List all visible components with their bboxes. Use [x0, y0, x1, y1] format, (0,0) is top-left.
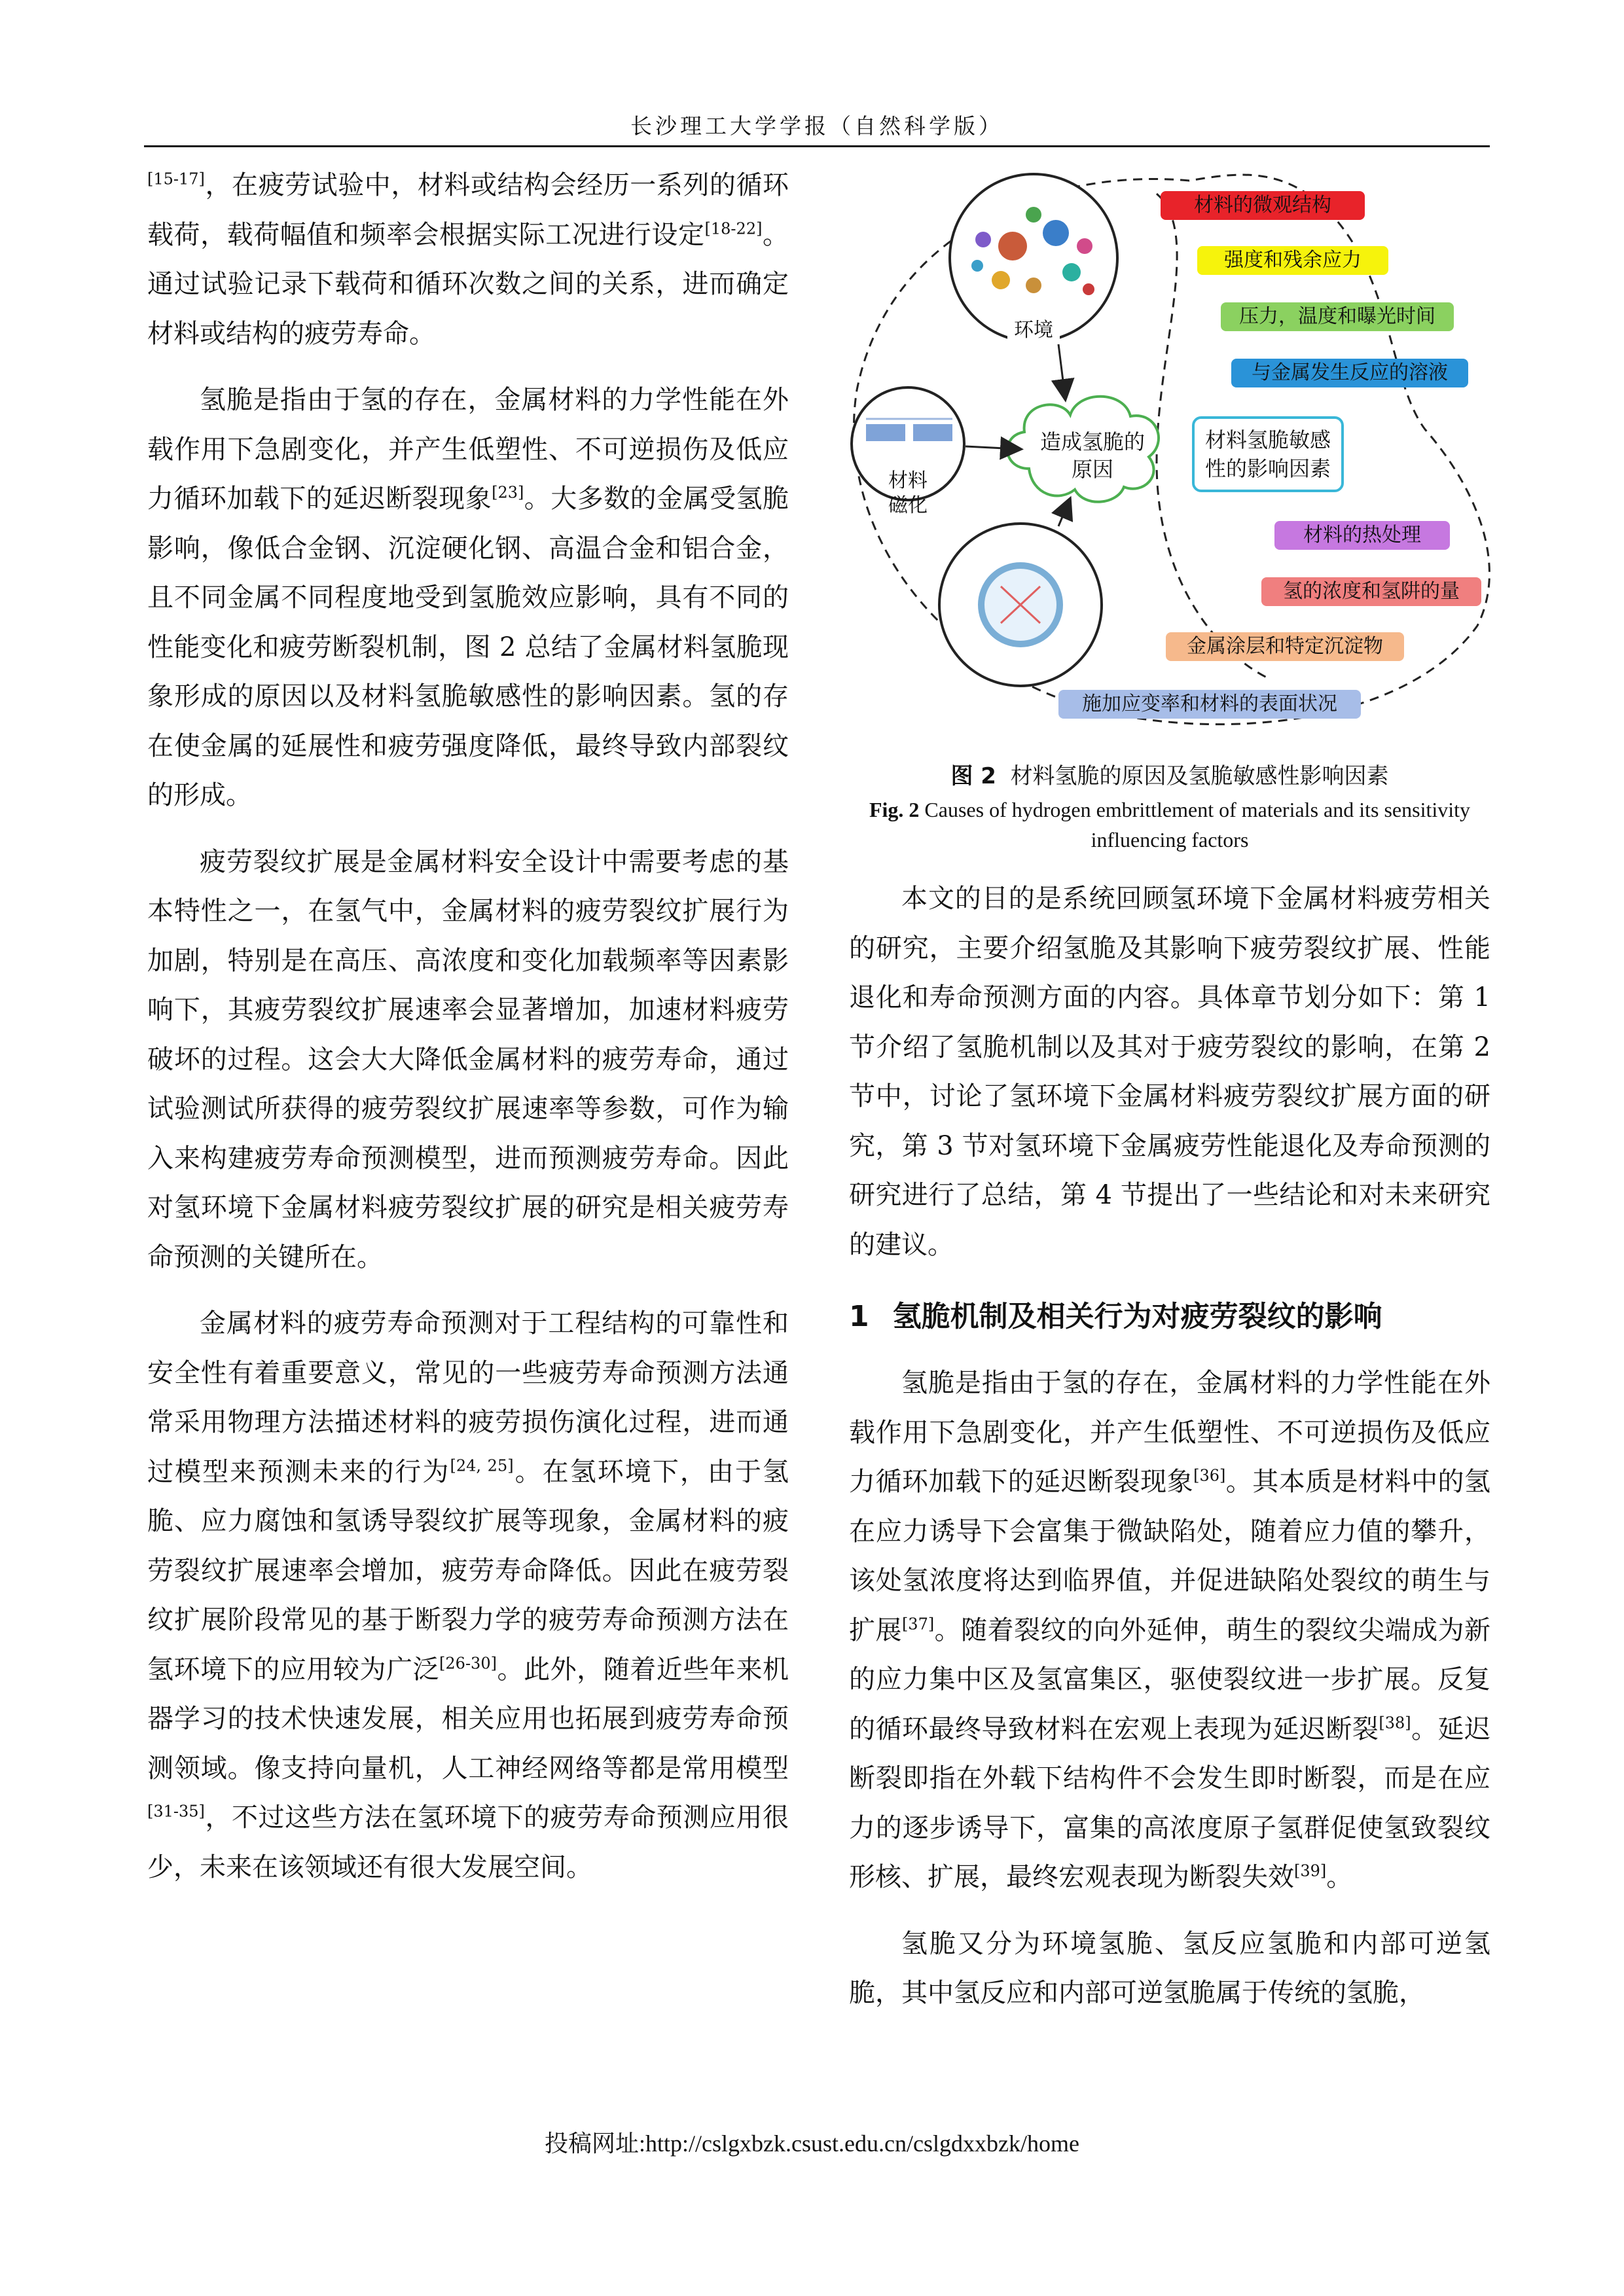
paragraph: 金属材料的疲劳寿命预测对于工程结构的可靠性和安全性有着重要意义，常见的一些疲劳寿命预测方法通常采用物理方法描述材料的疲劳损伤演化过程，进而通过模型来预测未来的行为[24, 25]。在氢环境下，由于氢脆、应力腐蚀和氢诱导裂纹扩展等现象，金属材料的疲劳裂纹扩展速率会增加，疲劳寿命降低。因此在疲劳裂纹扩展阶段常见的基于断裂力学的疲劳寿命预测方法在氢环境下的应用较为广泛[26-30]。此外，随着近些年来机器学习的技术快速发展，相关应用也拓展到疲劳寿命预测领域。像支持向量机，人工神经网络等都是常用模型[31-35]，不过这些方法在氢环境下的疲劳寿命预测应用很少，未来在该领域还有很大发展空间。: [147, 1308, 789, 1882]
magnetization-label: 材料 磁化: [888, 469, 928, 517]
journal-header: 长沙理工大学学报（自然科学版）: [630, 113, 1003, 139]
arrow-pressure: [1058, 501, 1069, 526]
citation: [26-30]: [439, 1654, 497, 1673]
paragraph: 本文的目的是系统回顾氢环境下金属材料疲劳相关的研究，主要介绍氢脆及其影响下疲劳裂纹扩展、性能退化和寿命预测方面的内容。具体章节划分如下：第 1 节介绍了氢脆机制以及其对于疲劳裂纹的影响，在第 2 节中，讨论了氢环境下金属材料疲劳裂纹扩展方面的研究，第 3 节对氢环境下金属疲劳性能退化及寿命预测的研究进行了总结，第 4 节提出了一些结论和对未来研究的建议。: [849, 884, 1490, 1260]
factor-solution: 与金属发生反应的溶液: [1231, 359, 1468, 387]
figure-caption-cn: 图 2 材料氢脆的原因及氢脆敏感性影响因素: [950, 763, 1389, 789]
sensitivity-box: 材料氢脆敏感 性的影响因素: [1192, 416, 1344, 492]
citation: [37]: [901, 1615, 935, 1634]
right-column: [849, 874, 1490, 2018]
figure-diagram: [849, 154, 1490, 757]
factor-hydrogen-concentration: 氢的浓度和氢阱的量: [1261, 577, 1481, 606]
paragraph: [15-17]，在疲劳试验中，材料或结构会经历一系列的循环载荷，载荷幅值和频率会根据实际工况进行设定[18-22]。通过试验记录下载荷和循环次数之间的关系，进而确定材料或结构的疲劳寿命。: [147, 170, 789, 349]
header-rule: [144, 145, 1490, 147]
figure-caption-en: Fig. 2 Causes of hydrogen embrittlement of materials and its sensitivity influencing factors: [869, 798, 1471, 852]
pressure-circle: [939, 524, 1102, 686]
section-heading: 1 氢脆机制及相关行为对疲劳裂纹的影响: [849, 1300, 1382, 1333]
paragraph: 疲劳裂纹扩展是金属材料安全设计中需要考虑的基本特性之一，在氢气中，金属材料的疲劳裂纹扩展行为加剧，特别是在高压、高浓度和变化加载频率等因素影响下，其疲劳裂纹扩展速率会显著增加，加速材料疲劳破坏的过程。这会大大降低金属材料的疲劳寿命，通过试验测试所获得的疲劳裂纹扩展速率等参数，可作为输入来构建疲劳寿命预测模型，进而预测疲劳寿命。因此对氢环境下金属材料疲劳裂纹扩展的研究是相关疲劳寿命预测的关键所在。: [147, 846, 789, 1272]
citation: [36]: [1193, 1466, 1226, 1485]
paragraph: 氢脆又分为环境氢脆、氢反应氢脆和内部可逆氢脆，其中氢反应和内部可逆氢脆属于传统的氢脆，: [849, 1928, 1490, 2008]
citation: [15-17]: [147, 170, 205, 188]
citation: [24, 25]: [450, 1456, 514, 1475]
citation: [39]: [1294, 1861, 1327, 1880]
figure-2: [849, 154, 1490, 757]
citation: [38]: [1379, 1713, 1411, 1732]
environment-circle: [950, 174, 1117, 342]
citation: [31-35]: [147, 1802, 205, 1821]
citation: [23]: [492, 483, 524, 502]
factor-coating: 金属涂层和特定沉淀物: [1166, 632, 1404, 661]
left-column: [147, 161, 789, 1892]
citation: [18-22]: [704, 219, 763, 238]
submission-url-footer: 投稿网址:http://cslgxbzk.csust.edu.cn/cslgdxxbzk/home: [545, 2130, 1079, 2157]
environment-label: 环境: [1007, 318, 1060, 343]
cloud-label: 造成氢脆的 原因: [1039, 429, 1145, 482]
factor-heat-treatment: 材料的热处理: [1274, 521, 1450, 550]
arrow-environment: [1058, 344, 1065, 397]
factor-pressure-temp: 压力，温度和曝光时间: [1221, 302, 1454, 331]
factor-microstructure: 材料的微观结构: [1161, 191, 1365, 220]
paragraph: 氢脆是指由于氢的存在，金属材料的力学性能在外载作用下急剧变化，并产生低塑性、不可逆损伤及低应力循环加载下的延迟断裂现象[23]。大多数的金属受氢脆影响，像低合金钢、沉淀硬化钢、高温合金和铝合金，且不同金属不同程度地受到氢脆效应影响，具有不同的性能变化和疲劳断裂机制，图 2 总结了金属材料氢脆现象形成的原因以及材料氢脆敏感性的影响因素。氢的存在使金属的延展性和疲劳强度降低，最终导致内部裂纹的形成。: [147, 385, 789, 810]
paragraph: 氢脆是指由于氢的存在，金属材料的力学性能在外载作用下急剧变化，并产生低塑性、不可逆损伤及低应力循环加载下的延迟断裂现象[36]。其本质是材料中的氢在应力诱导下会富集于微缺陷处，随着应力值的攀升，该处氢浓度将达到临界值，并促进缺陷处裂纹的萌生与扩展[37]。随着裂纹的向外延伸，萌生的裂纹尖端成为新的应力集中区及氢富集区，驱使裂纹进一步扩展。反复的循环最终导致材料在宏观上表现为延迟断裂[38]。延迟断裂即指在外载下结构件不会发生即时断裂，而是在应力的逐步诱导下，富集的高浓度原子氢群促使氢致裂纹形核、扩展，最终宏观表现为断裂失效[39]。: [849, 1368, 1491, 1892]
factor-strength: 强度和残余应力: [1197, 246, 1388, 275]
factor-strain-rate: 施加应变率和材料的表面状况: [1058, 690, 1361, 719]
